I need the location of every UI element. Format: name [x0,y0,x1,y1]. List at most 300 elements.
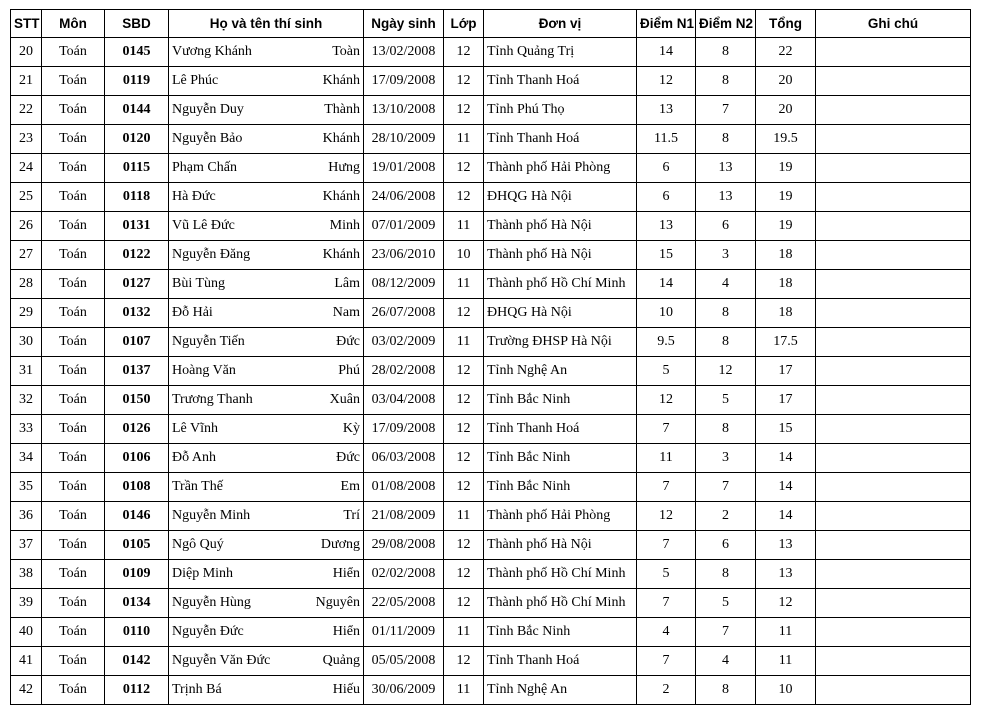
cell-donvi: Thành phố Hải Phòng [484,502,637,531]
cell-hoten [169,183,364,212]
cell-ten: Khánh [322,247,360,262]
cell-mon: Toán [42,299,105,328]
cell-hoten [169,357,364,386]
cell-stt: 28 [11,270,42,299]
cell-diem-n2: 5 [696,589,756,618]
cell-diem-n1: 12 [637,386,696,415]
cell-hoten [169,473,364,502]
cell-ghichu [816,212,971,241]
cell-ten: Đức [336,450,360,465]
cell-diem-n2: 3 [696,444,756,473]
table-row [11,502,971,531]
cell-tong: 19 [756,154,816,183]
cell-lop: 11 [444,212,484,241]
cell-tong: 14 [756,444,816,473]
cell-lop: 12 [444,183,484,212]
cell-mon: Toán [42,618,105,647]
table-row [11,415,971,444]
cell-ten: Hiển [332,624,360,639]
cell-sbd: 0134 [105,589,169,618]
cell-ho: Vũ Lê Đức [172,218,235,233]
cell-mon: Toán [42,676,105,705]
cell-donvi: Thành phố Hà Nội [484,531,637,560]
cell-sbd: 0131 [105,212,169,241]
cell-hoten [169,38,364,67]
cell-diem-n2: 4 [696,270,756,299]
table-row [11,125,971,154]
cell-hoten [169,96,364,125]
cell-mon: Toán [42,96,105,125]
cell-diem-n2: 8 [696,676,756,705]
table-row [11,618,971,647]
table-row [11,212,971,241]
cell-mon: Toán [42,183,105,212]
cell-ten: Quảng [322,653,360,668]
cell-ngaysinh: 22/05/2008 [364,589,444,618]
cell-diem-n1: 9.5 [637,328,696,357]
cell-lop: 12 [444,357,484,386]
cell-ho: Đỗ Hải [172,305,213,320]
cell-hoten [169,531,364,560]
cell-sbd: 0105 [105,531,169,560]
cell-lop: 12 [444,531,484,560]
cell-stt: 29 [11,299,42,328]
table-row [11,270,971,299]
cell-diem-n1: 7 [637,647,696,676]
cell-ho: Bùi Tùng [172,276,226,291]
cell-lop: 11 [444,618,484,647]
cell-diem-n1: 7 [637,473,696,502]
cell-hoten [169,328,364,357]
cell-ho: Nguyễn Đăng [172,247,251,262]
cell-mon: Toán [42,589,105,618]
cell-ghichu [816,560,971,589]
cell-lop: 12 [444,96,484,125]
table-row [11,299,971,328]
cell-donvi: Tỉnh Bắc Ninh [484,618,637,647]
cell-hoten [169,270,364,299]
cell-donvi: Tỉnh Nghệ An [484,676,637,705]
cell-ho: Nguyễn Minh [172,508,251,523]
cell-diem-n1: 7 [637,589,696,618]
cell-sbd: 0142 [105,647,169,676]
cell-tong: 20 [756,96,816,125]
cell-diem-n2: 8 [696,38,756,67]
cell-lop: 10 [444,241,484,270]
cell-lop: 11 [444,270,484,299]
cell-ngaysinh: 29/08/2008 [364,531,444,560]
cell-ten: Toàn [332,44,360,59]
cell-ghichu [816,154,971,183]
cell-ngaysinh: 28/02/2008 [364,357,444,386]
cell-ho: Nguyễn Bảo [172,131,243,146]
header-ghichu: Ghi chú [816,10,971,38]
cell-hoten [169,386,364,415]
cell-hoten [169,154,364,183]
cell-lop: 12 [444,386,484,415]
cell-stt: 26 [11,212,42,241]
cell-sbd: 0122 [105,241,169,270]
cell-ho: Trương Thanh [172,392,253,407]
cell-ngaysinh: 06/03/2008 [364,444,444,473]
cell-ghichu [816,357,971,386]
cell-mon: Toán [42,212,105,241]
cell-tong: 22 [756,38,816,67]
header-donvi: Đơn vị [484,10,637,38]
table-row [11,531,971,560]
cell-sbd: 0119 [105,67,169,96]
cell-ho: Nguyễn Duy [172,102,244,117]
cell-hoten [169,618,364,647]
cell-diem-n1: 4 [637,618,696,647]
cell-stt: 36 [11,502,42,531]
cell-ngaysinh: 17/09/2008 [364,67,444,96]
cell-diem-n1: 13 [637,212,696,241]
cell-sbd: 0146 [105,502,169,531]
cell-hoten [169,502,364,531]
cell-ghichu [816,444,971,473]
cell-lop: 11 [444,676,484,705]
cell-stt: 22 [11,96,42,125]
cell-donvi: Tỉnh Bắc Ninh [484,473,637,502]
cell-ghichu [816,328,971,357]
cell-ngaysinh: 26/07/2008 [364,299,444,328]
table-row [11,328,971,357]
cell-mon: Toán [42,328,105,357]
cell-donvi: Tỉnh Bắc Ninh [484,386,637,415]
cell-ngaysinh: 21/08/2009 [364,502,444,531]
cell-stt: 42 [11,676,42,705]
table-row [11,473,971,502]
cell-ghichu [816,96,971,125]
cell-ho: Trịnh Bá [172,682,222,697]
cell-lop: 12 [444,444,484,473]
cell-ngaysinh: 08/12/2009 [364,270,444,299]
cell-donvi: Tỉnh Quảng Trị [484,38,637,67]
cell-ghichu [816,183,971,212]
cell-stt: 24 [11,154,42,183]
cell-ten: Đức [336,334,360,349]
cell-stt: 38 [11,560,42,589]
cell-sbd: 0118 [105,183,169,212]
table-header [11,10,971,38]
cell-lop: 12 [444,589,484,618]
cell-ghichu [816,502,971,531]
cell-donvi: Tỉnh Bắc Ninh [484,444,637,473]
cell-tong: 11 [756,618,816,647]
cell-sbd: 0120 [105,125,169,154]
cell-sbd: 0132 [105,299,169,328]
cell-ghichu [816,241,971,270]
cell-ho: Nguyễn Tiến [172,334,245,349]
cell-stt: 31 [11,357,42,386]
cell-ghichu [816,618,971,647]
cell-sbd: 0145 [105,38,169,67]
cell-ho: Ngô Quý [172,537,224,552]
cell-lop: 11 [444,502,484,531]
cell-tong: 15 [756,415,816,444]
cell-tong: 19.5 [756,125,816,154]
cell-ngaysinh: 13/02/2008 [364,38,444,67]
cell-stt: 37 [11,531,42,560]
cell-ten: Kỳ [342,421,360,436]
cell-lop: 12 [444,473,484,502]
cell-tong: 12 [756,589,816,618]
cell-diem-n1: 11 [637,444,696,473]
cell-lop: 12 [444,415,484,444]
cell-diem-n1: 7 [637,531,696,560]
cell-mon: Toán [42,154,105,183]
cell-diem-n2: 6 [696,531,756,560]
cell-stt: 21 [11,67,42,96]
cell-diem-n1: 5 [637,560,696,589]
cell-diem-n1: 14 [637,270,696,299]
cell-ten: Nam [332,305,360,320]
cell-stt: 23 [11,125,42,154]
cell-tong: 13 [756,560,816,589]
cell-stt: 34 [11,444,42,473]
cell-hoten [169,67,364,96]
cell-tong: 18 [756,241,816,270]
cell-mon: Toán [42,502,105,531]
cell-mon: Toán [42,647,105,676]
cell-tong: 11 [756,647,816,676]
cell-ten: Khánh [322,73,360,88]
cell-stt: 25 [11,183,42,212]
cell-donvi: Tỉnh Thanh Hoá [484,415,637,444]
cell-ho: Nguyễn Hùng [172,595,251,610]
cell-ten: Dương [320,537,360,552]
cell-lop: 12 [444,560,484,589]
cell-sbd: 0110 [105,618,169,647]
cell-ghichu [816,473,971,502]
cell-tong: 19 [756,183,816,212]
cell-mon: Toán [42,38,105,67]
cell-tong: 18 [756,299,816,328]
cell-ghichu [816,270,971,299]
cell-sbd: 0107 [105,328,169,357]
cell-stt: 35 [11,473,42,502]
cell-ho: Vương Khánh [172,44,252,59]
cell-diem-n2: 7 [696,96,756,125]
cell-diem-n2: 8 [696,67,756,96]
cell-ho: Lê Phúc [172,73,219,88]
cell-ho: Lê Vĩnh [172,421,219,436]
cell-ho: Phạm Chấn [172,160,237,175]
cell-tong: 19 [756,212,816,241]
cell-ten: Xuân [329,392,360,407]
cell-diem-n1: 6 [637,154,696,183]
cell-ten: Hưng [328,160,360,175]
cell-ho: Nguyễn Văn Đức [172,653,271,668]
table-row [11,183,971,212]
cell-ho: Diệp Minh [172,566,234,581]
cell-mon: Toán [42,415,105,444]
cell-donvi: Thành phố Hồ Chí Minh [484,270,637,299]
cell-tong: 14 [756,473,816,502]
cell-mon: Toán [42,125,105,154]
cell-hoten [169,560,364,589]
cell-diem-n2: 13 [696,154,756,183]
cell-hoten [169,415,364,444]
table-row [11,560,971,589]
cell-lop: 12 [444,38,484,67]
cell-donvi: Thành phố Hà Nội [484,241,637,270]
header-mon: Môn [42,10,105,38]
cell-stt: 20 [11,38,42,67]
cell-ten: Nguyên [315,595,360,610]
cell-hoten [169,212,364,241]
cell-donvi: Thành phố Hồ Chí Minh [484,589,637,618]
table-row [11,67,971,96]
cell-sbd: 0115 [105,154,169,183]
cell-ghichu [816,531,971,560]
cell-diem-n2: 5 [696,386,756,415]
cell-lop: 12 [444,154,484,183]
cell-donvi: Tỉnh Phú Thọ [484,96,637,125]
cell-ten: Lâm [334,276,360,291]
table-row [11,241,971,270]
cell-hoten [169,589,364,618]
cell-ho: Nguyễn Đức [172,624,244,639]
cell-tong: 17.5 [756,328,816,357]
cell-tong: 14 [756,502,816,531]
cell-ngaysinh: 28/10/2009 [364,125,444,154]
cell-ghichu [816,589,971,618]
cell-ngaysinh: 01/08/2008 [364,473,444,502]
cell-ten: Hiếu [332,682,360,697]
cell-hoten [169,647,364,676]
cell-donvi: Thành phố Hồ Chí Minh [484,560,637,589]
cell-lop: 12 [444,647,484,676]
cell-donvi: Thành phố Hà Nội [484,212,637,241]
cell-tong: 13 [756,531,816,560]
cell-ghichu [816,386,971,415]
cell-ten: Minh [329,218,360,233]
cell-hoten [169,241,364,270]
cell-diem-n2: 7 [696,618,756,647]
cell-hoten [169,125,364,154]
cell-mon: Toán [42,241,105,270]
cell-ten: Phú [338,363,360,378]
cell-diem-n1: 11.5 [637,125,696,154]
results-table [10,9,971,705]
cell-donvi: Tỉnh Thanh Hoá [484,67,637,96]
cell-ngaysinh: 24/06/2008 [364,183,444,212]
cell-stt: 30 [11,328,42,357]
cell-diem-n1: 14 [637,38,696,67]
cell-donvi: Thành phố Hải Phòng [484,154,637,183]
cell-donvi: ĐHQG Hà Nội [484,299,637,328]
cell-sbd: 0126 [105,415,169,444]
cell-mon: Toán [42,386,105,415]
cell-ho: Hà Đức [172,189,216,204]
table-row [11,386,971,415]
cell-sbd: 0109 [105,560,169,589]
cell-stt: 27 [11,241,42,270]
table-row [11,444,971,473]
cell-mon: Toán [42,444,105,473]
cell-diem-n2: 7 [696,473,756,502]
cell-diem-n2: 6 [696,212,756,241]
cell-sbd: 0108 [105,473,169,502]
cell-ghichu [816,125,971,154]
cell-ghichu [816,676,971,705]
cell-donvi: Trường ĐHSP Hà Nội [484,328,637,357]
cell-ten: Em [340,479,360,494]
cell-stt: 33 [11,415,42,444]
header-diem-n2: Điểm N2 [696,10,756,38]
cell-ghichu [816,299,971,328]
cell-ngaysinh: 19/01/2008 [364,154,444,183]
cell-stt: 40 [11,618,42,647]
cell-diem-n2: 8 [696,299,756,328]
cell-tong: 10 [756,676,816,705]
cell-mon: Toán [42,357,105,386]
cell-lop: 12 [444,67,484,96]
cell-mon: Toán [42,560,105,589]
cell-ho: Đỗ Anh [172,450,216,465]
cell-diem-n1: 5 [637,357,696,386]
cell-diem-n1: 7 [637,415,696,444]
cell-donvi: Tỉnh Thanh Hoá [484,647,637,676]
cell-ngaysinh: 13/10/2008 [364,96,444,125]
cell-sbd: 0127 [105,270,169,299]
cell-diem-n2: 8 [696,560,756,589]
table-row [11,357,971,386]
cell-diem-n1: 12 [637,502,696,531]
cell-sbd: 0137 [105,357,169,386]
cell-diem-n1: 15 [637,241,696,270]
header-row [11,10,971,38]
cell-sbd: 0106 [105,444,169,473]
cell-ten: Hiển [332,566,360,581]
cell-diem-n1: 13 [637,96,696,125]
cell-donvi: Tỉnh Thanh Hoá [484,125,637,154]
cell-mon: Toán [42,67,105,96]
cell-diem-n1: 10 [637,299,696,328]
cell-ten: Khánh [322,189,360,204]
cell-diem-n2: 12 [696,357,756,386]
cell-ten: Thành [324,102,360,117]
cell-ghichu [816,38,971,67]
cell-donvi: ĐHQG Hà Nội [484,183,637,212]
cell-ngaysinh: 05/05/2008 [364,647,444,676]
cell-diem-n2: 8 [696,125,756,154]
cell-ngaysinh: 02/02/2008 [364,560,444,589]
cell-stt: 32 [11,386,42,415]
cell-tong: 17 [756,386,816,415]
cell-sbd: 0144 [105,96,169,125]
cell-ngaysinh: 07/01/2009 [364,212,444,241]
cell-diem-n2: 2 [696,502,756,531]
table-row [11,154,971,183]
cell-tong: 18 [756,270,816,299]
cell-hoten [169,299,364,328]
cell-diem-n2: 8 [696,328,756,357]
header-tong: Tổng [756,10,816,38]
cell-ngaysinh: 30/06/2009 [364,676,444,705]
cell-diem-n1: 6 [637,183,696,212]
cell-donvi: Tỉnh Nghệ An [484,357,637,386]
cell-diem-n2: 8 [696,415,756,444]
header-ngaysinh: Ngày sinh [364,10,444,38]
cell-mon: Toán [42,473,105,502]
cell-tong: 17 [756,357,816,386]
cell-sbd: 0150 [105,386,169,415]
cell-hoten [169,676,364,705]
cell-ghichu [816,647,971,676]
